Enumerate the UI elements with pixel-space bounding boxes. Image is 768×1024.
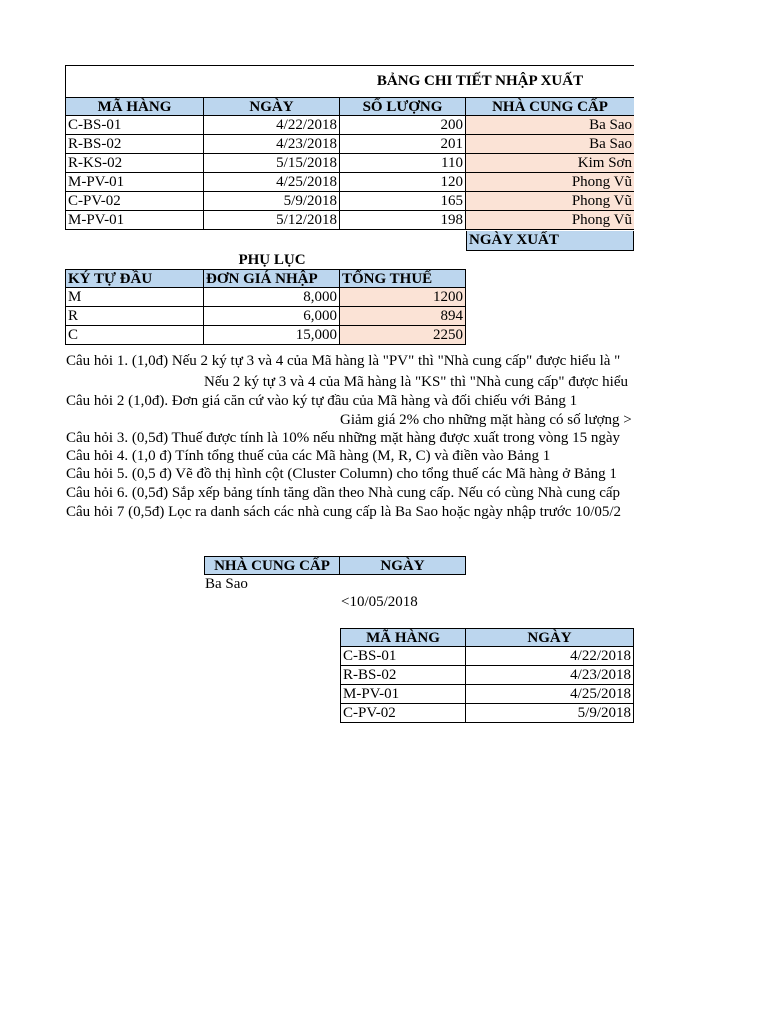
filter-cell-date[interactable]: 5/9/2018 xyxy=(466,704,634,723)
filter-cell-date[interactable]: 4/23/2018 xyxy=(466,666,634,685)
main-cell-qty[interactable]: 201 xyxy=(340,135,466,154)
filter-cell-code[interactable]: M-PV-01 xyxy=(340,685,466,704)
main-cell-date[interactable]: 4/22/2018 xyxy=(204,116,340,135)
appendix-title: PHỤ LỤC xyxy=(238,252,306,268)
main-cell-supplier[interactable]: Kim Sơn xyxy=(466,154,634,173)
appendix-cell-price[interactable]: 8,000 xyxy=(204,288,340,307)
main-cell-date[interactable]: 4/23/2018 xyxy=(204,135,340,154)
export-date-label[interactable]: NGÀY XUẤT xyxy=(466,231,634,251)
question-7[interactable]: Câu hỏi 7 (0,5đ) Lọc ra danh sách các nhà cung cấp là Ba Sao hoặc ngày nhập trước 10/05/2 xyxy=(66,504,622,520)
appendix-cell-tax[interactable]: 2250 xyxy=(340,326,466,345)
appendix-cell-tax[interactable]: 1200 xyxy=(340,288,466,307)
appendix-cell-price[interactable]: 15,000 xyxy=(204,326,340,345)
main-cell-date[interactable]: 5/9/2018 xyxy=(204,192,340,211)
main-cell-code[interactable]: M-PV-01 xyxy=(65,173,204,192)
appendix-cell-prefix[interactable]: M xyxy=(65,288,204,307)
main-cell-qty[interactable]: 110 xyxy=(340,154,466,173)
main-header-code[interactable]: MÃ HÀNG xyxy=(65,97,204,116)
filter-cell-code[interactable]: C-BS-01 xyxy=(340,647,466,666)
question-1-continued[interactable]: Nếu 2 ký tự 3 và 4 của Mã hàng là "KS" thì "Nhà cung cấp" được hiểu xyxy=(204,374,628,390)
main-cell-date[interactable]: 5/12/2018 xyxy=(204,211,340,230)
question-2[interactable]: Câu hỏi 2 (1,0đ). Đơn giá căn cứ vào ký tự đầu của Mã hàng và đối chiếu với Bảng 1 xyxy=(66,393,578,409)
main-cell-qty[interactable]: 200 xyxy=(340,116,466,135)
filter-cell-code[interactable]: C-PV-02 xyxy=(340,704,466,723)
filter-header-date[interactable]: NGÀY xyxy=(466,628,634,647)
main-header-qty[interactable]: SỐ LƯỢNG xyxy=(340,97,466,116)
criteria-date-value[interactable]: <10/05/2018 xyxy=(341,594,418,610)
main-header-date[interactable]: NGÀY xyxy=(204,97,340,116)
main-cell-supplier[interactable]: Phong Vũ xyxy=(466,211,634,230)
main-cell-supplier[interactable]: Phong Vũ xyxy=(466,192,634,211)
appendix-header-tax[interactable]: TỔNG THUẾ xyxy=(340,269,466,288)
question-3[interactable]: Câu hỏi 3. (0,5đ) Thuế được tính là 10% nếu những mặt hàng được xuất trong vòng 15 ngày xyxy=(66,430,621,446)
filter-cell-code[interactable]: R-BS-02 xyxy=(340,666,466,685)
question-4[interactable]: Câu hỏi 4. (1,0 đ) Tính tổng thuế của các Mã hàng (M, R, C) và điền vào Bảng 1 xyxy=(66,448,551,464)
appendix-header-price[interactable]: ĐƠN GIÁ NHẬP xyxy=(204,269,340,288)
main-cell-code[interactable]: C-BS-01 xyxy=(65,116,204,135)
main-cell-supplier[interactable]: Ba Sao xyxy=(466,116,634,135)
main-cell-code[interactable]: M-PV-01 xyxy=(65,211,204,230)
filter-header-code[interactable]: MÃ HÀNG xyxy=(340,628,466,647)
main-cell-date[interactable]: 4/25/2018 xyxy=(204,173,340,192)
main-cell-code[interactable]: R-BS-02 xyxy=(65,135,204,154)
main-cell-supplier[interactable]: Ba Sao xyxy=(466,135,634,154)
main-cell-qty[interactable]: 120 xyxy=(340,173,466,192)
main-table-title: BẢNG CHI TIẾT NHẬP XUẤT xyxy=(376,73,584,89)
appendix-cell-prefix[interactable]: R xyxy=(65,307,204,326)
criteria-header-date[interactable]: NGÀY xyxy=(340,556,466,575)
main-cell-qty[interactable]: 198 xyxy=(340,211,466,230)
question-6[interactable]: Câu hỏi 6. (0,5đ) Sắp xếp bảng tính tăng dần theo Nhà cung cấp. Nếu có cùng Nhà cung cấp xyxy=(66,485,621,501)
main-cell-code[interactable]: R-KS-02 xyxy=(65,154,204,173)
main-cell-date[interactable]: 5/15/2018 xyxy=(204,154,340,173)
question-2-continued[interactable]: Giảm giá 2% cho những mặt hàng có số lượng > xyxy=(340,412,632,428)
question-5[interactable]: Câu hỏi 5. (0,5 đ) Vẽ đồ thị hình cột (Cluster Column) cho tổng thuế các Mã hàng ở Bảng 1 xyxy=(66,466,617,482)
filter-cell-date[interactable]: 4/22/2018 xyxy=(466,647,634,666)
main-cell-code[interactable]: C-PV-02 xyxy=(65,192,204,211)
appendix-header-prefix[interactable]: KÝ TỰ ĐẦU xyxy=(65,269,204,288)
criteria-supplier-value[interactable]: Ba Sao xyxy=(205,576,248,592)
main-cell-qty[interactable]: 165 xyxy=(340,192,466,211)
main-cell-supplier[interactable]: Phong Vũ xyxy=(466,173,634,192)
criteria-header-supplier[interactable]: NHÀ CUNG CẤP xyxy=(204,556,340,575)
appendix-cell-price[interactable]: 6,000 xyxy=(204,307,340,326)
filter-cell-date[interactable]: 4/25/2018 xyxy=(466,685,634,704)
main-header-supplier[interactable]: NHÀ CUNG CẤP xyxy=(466,97,634,116)
appendix-cell-prefix[interactable]: C xyxy=(65,326,204,345)
appendix-cell-tax[interactable]: 894 xyxy=(340,307,466,326)
question-1[interactable]: Câu hỏi 1. (1,0đ) Nếu 2 ký tự 3 và 4 của Mã hàng là "PV" thì "Nhà cung cấp" được hiểu là " xyxy=(66,353,621,369)
